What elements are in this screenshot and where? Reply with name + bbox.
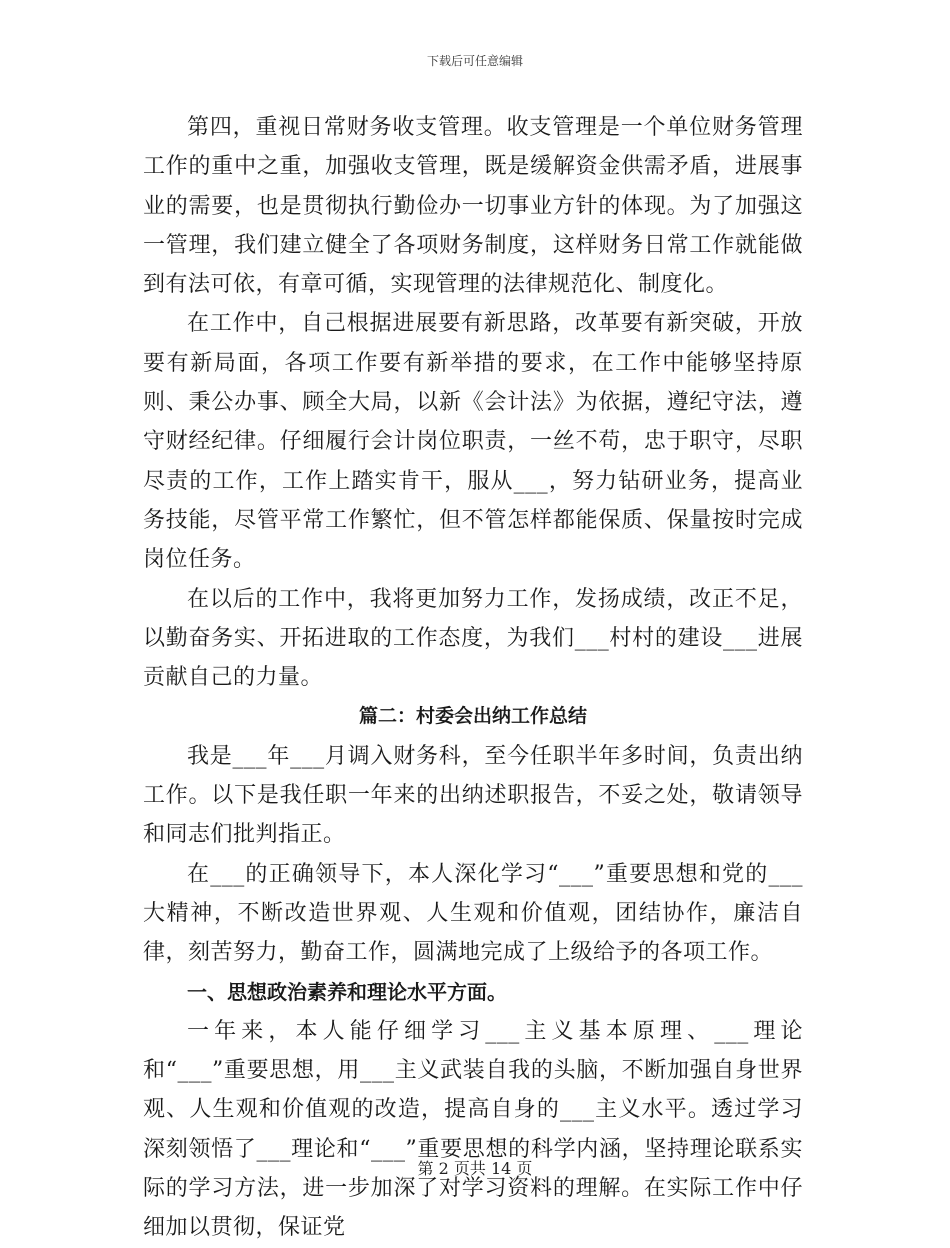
paragraph-theory-study: 一年来，本人能仔细学习___主义基本原理、___理论和“___”重要思想，用___主义武装自我的头脑，不断加强自身世界观、人生观和价值观的改造，提高自身的___主义水平。透过学习深刻领悟了___理论和“___”重要思想的科学内涵，坚持理论联系实际的学习方法，进一步加深了对学习资料的理解。在实际工作中仔细加以贯彻，保证党 — [143, 1018, 803, 1241]
section-title: 篇二：村委会出纳工作总结 — [358, 705, 587, 728]
paragraph-work-attitude: 在工作中，自己根据进展要有新思路，改革要有新突破，开放要有新局面，各项工作要有新举措的要求，在工作中能够坚持原则、秉公办事、顾全大局，以新《会计法》为依据，遵纪守法，遵守财经纪律。仔细履行会计岗位职责，一丝不苟，忠于职守，尽职尽责的工作，工作上踏实肯干，服从___，努力钻研业务，提高业务技能，尽管平常工作繁忙，但不管怎样都能保质、保量按时完成岗位任务。 — [143, 311, 803, 573]
paragraph-future-work: 在以后的工作中，我将更加努力工作，发扬成绩，改正不足，以勤奋务实、开拓进取的工作态度，为我们___村村的建设___进展贡献自己的力量。 — [143, 586, 803, 691]
subheading-political-quality: 一、思想政治素养和理论水平方面。 — [187, 979, 507, 1004]
document-body — [143, 108, 803, 1248]
paragraph-financial-management: 第四，重视日常财务收支管理。收支管理是一个单位财务管理工作的重中之重，加强收支管理，既是缓解资金供需矛盾，进展事业的需要，也是贯彻执行勤俭办一切事业方针的体现。为了加强这一管理，我们建立健全了各项财务制度，这样财务日常工作就能做到有法可依，有章可循，实现管理的法律规范化、制度化。 — [143, 115, 803, 298]
paragraph-introduction: 我是___年___月调入财务科，至今任职半年多时间，负责出纳工作。以下是我任职一年来的出纳述职报告，不妥之处，敬请领导和同志们批判指正。 — [143, 743, 803, 848]
page-header: 下载后可任意编辑 — [426, 54, 523, 68]
page-number: 第 2 页共 14 页 — [417, 1159, 533, 1178]
paragraph-leadership: 在___的正确领导下，本人深化学习“___”重要思想和党的___大精神，不断改造世界观、人生观和价值观，团结协作，廉洁自律，刻苦努力，勤奋工作，圆满地完成了上级给予的各项工作。 — [143, 861, 803, 966]
